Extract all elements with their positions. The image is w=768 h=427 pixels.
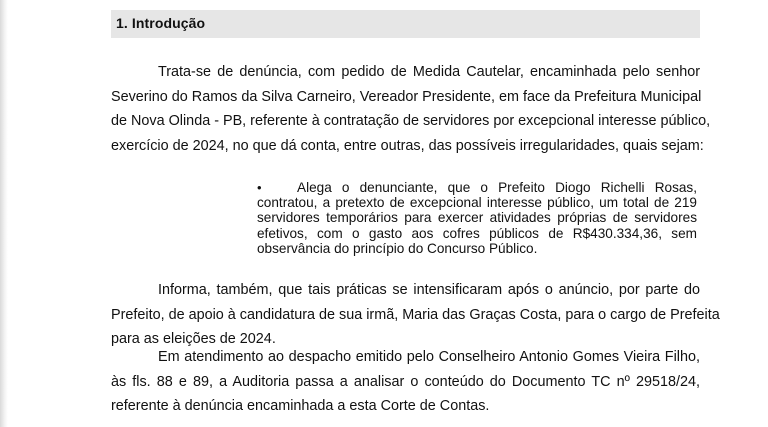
bullet-item	[257, 180, 697, 256]
paragraph-line: às fls. 88 e 89, a Auditoria passa a analisar o conteúdo do Documento TC nº 29518/24,	[111, 373, 700, 390]
paragraph-line: para as eleições de 2024.	[111, 331, 276, 347]
paragraph-line: Severino do Ramos da Silva Carneiro, Vereador Presidente, em face da Prefeitura Municipal	[111, 88, 702, 105]
paragraph-info	[111, 278, 720, 352]
paragraph-line: referente à denúncia encaminhada a esta Corte de Contas.	[111, 398, 490, 414]
paragraph-line: Prefeito, de apoio à candidatura de sua irmã, Maria das Graças Costa, para o cargo de Prefeita	[111, 306, 720, 323]
paragraph-line: Trata-se de denúncia, com pedido de Medida Cautelar, encaminhada pelo senhor	[158, 64, 700, 80]
bullet-line: contratou, a pretexto de excepcional interesse público, um total de 219	[257, 195, 697, 211]
paragraph-line: Informa, também, que tais práticas se intensificaram após o anúncio, por parte do	[158, 282, 700, 298]
page-left-edge	[0, 0, 8, 427]
bullet-marker: •	[257, 180, 262, 195]
paragraph-line: exercício de 2024, no que dá conta, entre outras, das possíveis irregularidades, quais sejam:	[111, 137, 704, 154]
paragraph-intro	[111, 60, 711, 158]
bullet-line: Alega o denunciante, que o Prefeito Diogo Richelli Rosas,	[297, 180, 697, 195]
paragraph-line: de Nova Olinda - PB, referente à contratação de servidores por excepcional interesse público,	[111, 113, 711, 129]
paragraph-line: Em atendimento ao despacho emitido pelo Conselheiro Antonio Gomes Vieira Filho,	[158, 349, 700, 365]
paragraph-dispatch	[111, 345, 700, 419]
bullet-line: observância do princípio do Concurso Público.	[257, 240, 538, 256]
bullet-line: efetivos, com o gasto aos cofres públicos de R$430.334,36, sem	[257, 225, 697, 241]
section-title: 1. Introdução	[116, 15, 206, 31]
bullet-line: servidores temporários para exercer atividades próprias de servidores	[257, 210, 697, 226]
